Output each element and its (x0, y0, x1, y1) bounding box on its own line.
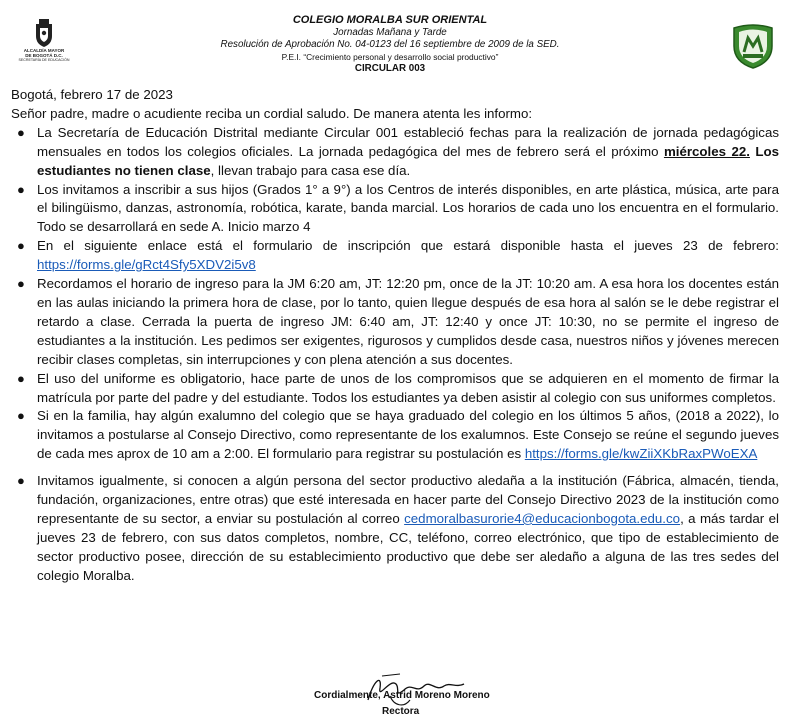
item-text: En el siguiente enlace está el formulario de inscripción que estará disponible hasta el jueves 23 de febrero: (37, 238, 779, 254)
list-item (11, 181, 779, 238)
highlight-date: miércoles 22. (663, 143, 750, 159)
letterhead-text (150, 14, 630, 74)
list-item (11, 472, 779, 585)
school-schedule: Jornadas Mañana y Tarde (333, 27, 447, 38)
school-name: COLEGIO MORALBA SUR ORIENTAL (292, 14, 488, 26)
item-text: El uso del uniforme es obligatorio, hace parte de unos de los compromisos que se adquieren en el momento de firmar la matrícula por parte del padre y del estudiante. Todos los estudiantes ya deben asistir al colegio con sus uniformes completos. (37, 370, 779, 405)
notice-list (11, 124, 779, 586)
bogota-logo (14, 18, 74, 78)
signature-role: Rectora (382, 706, 420, 717)
signature-block (300, 668, 560, 724)
date-line: Bogotá, febrero 17 de 2023 (11, 87, 173, 102)
circular-number: CIRCULAR 003 (354, 63, 426, 74)
bullet-icon: ● (17, 408, 25, 424)
list-item (11, 275, 779, 370)
list-item (11, 237, 779, 275)
school-shield-logo (730, 22, 776, 70)
bullet-icon: ● (17, 238, 25, 254)
inscription-form-link[interactable]: https://forms.gle/gRct4Sfy5XDV2i5v8 (37, 257, 256, 273)
item-text: Recordamos el horario de ingreso para la JM 6:20 am, JT: 12:20 pm, once de la JT: 10:20 am. A esa hora los docentes están en las aulas iniciando la primera hora de clase, por lo tanto, quien llegue después de esa hora al salón se le debe registrar el retardo a clase. Cerrada la puerta de ingreso JM: 6:40 am, JT: 12:40 y once JT: 10:30, no se permite el ingreso de estudiantes a la institución. Les pedimos ser exigentes, rigurosos y cumplidos desde casa, nuestros niños y jóvenes merecen recibir clases completas, sin interrupciones y con plena atención a sus docentes. (37, 276, 779, 367)
spacer (11, 464, 779, 472)
item-text: Si en la familia, hay algún exalumno del colegio que se haya graduado del colegio en los últimos 5 años, (2018 a 2022), lo invitamos a postularse al Consejo Directivo, como representante de los exalumnos. Este Consejo se reúne el segundo jueves de cada mes aprox de 10 am a 2:00. El formulario para registrar su postulación es (37, 408, 779, 462)
resolution-line: Resolución de Aprobación No. 04-0123 del 16 septiembre de 2009 de la SED. (220, 39, 560, 50)
letterhead (0, 14, 794, 84)
list-item (11, 124, 779, 181)
list-item (11, 407, 779, 464)
pei-line: P.E.I. “Crecimiento personal y desarrollo social productivo” (281, 52, 499, 62)
item-text: Los invitamos a inscribir a sus hijos (Grados 1° a 9°) a los Centros de interés disponibles, en arte plástica, música, arte para el bilingüismo, danzas, astronomía, robótica, karate, banda marcial. Los horarios de cada uno los encuentra en el formulario. Todo se desarrollará en sede A. Inicio marzo 4 (37, 181, 779, 235)
item-text: Invitamos igualmente, si conocen a algún persona del sector productivo aledaña a la institución (Fábrica, almacén, tienda, fundación, organizaciones, entre otras) que esté interesada en hacer parte del Consejo Directivo 2023 de la institución como representante de su sector, a enviar su postulación al correo (37, 473, 779, 526)
school-email-link[interactable]: cedmoralbasurorie4@educacionbogota.edu.co (404, 510, 681, 526)
item-text: La Secretaría de Educación Distrital mediante Circular 001 estableció fechas para la realización de jornada pedagógicas mensuales en todos los colegios oficiales. La jornada pedagógica del mes de febrero será el próximo (37, 124, 779, 159)
highlight-no-class: Los estudiantes no tienen clase (37, 143, 779, 178)
item-text-end: , a más tardar el jueves 23 de febrero, con sus datos completos, nombre, CC, teléfono, correo electrónico, que tipo de establecimiento de sector productivo posee, dirección de su establecimiento productivo que debe ser aledaño a alguna de las tres sedes del colegio Moralba. (37, 510, 779, 583)
bullet-icon: ● (17, 181, 25, 197)
bullet-icon: ● (17, 124, 25, 140)
signature-closing: Cordialmente, Astrid Moreno Moreno (314, 690, 490, 701)
bullet-icon: ● (17, 473, 25, 489)
bullet-icon: ● (17, 276, 25, 292)
bullet-icon: ● (17, 370, 25, 386)
item-text-end: , llevan trabajo para casa ese día. (210, 162, 411, 178)
coat-of-arms-icon (33, 18, 55, 48)
circular-body (11, 86, 779, 586)
greeting: Señor padre, madre o acudiente reciba un cordial saludo. De manera atenta les informo: (11, 105, 533, 121)
logo-caption-2: DE BOGOTÁ D.C. (25, 53, 63, 58)
logo-caption-3: SECRETARÍA DE EDUCACIÓN (18, 58, 70, 62)
school-shield-icon (730, 22, 776, 70)
alumni-form-link[interactable]: https://forms.gle/kwZiiXKbRaxPWoEXA (524, 446, 758, 462)
list-item (11, 370, 779, 408)
logo-caption-1: ALCALDÍA MAYOR (23, 48, 65, 53)
